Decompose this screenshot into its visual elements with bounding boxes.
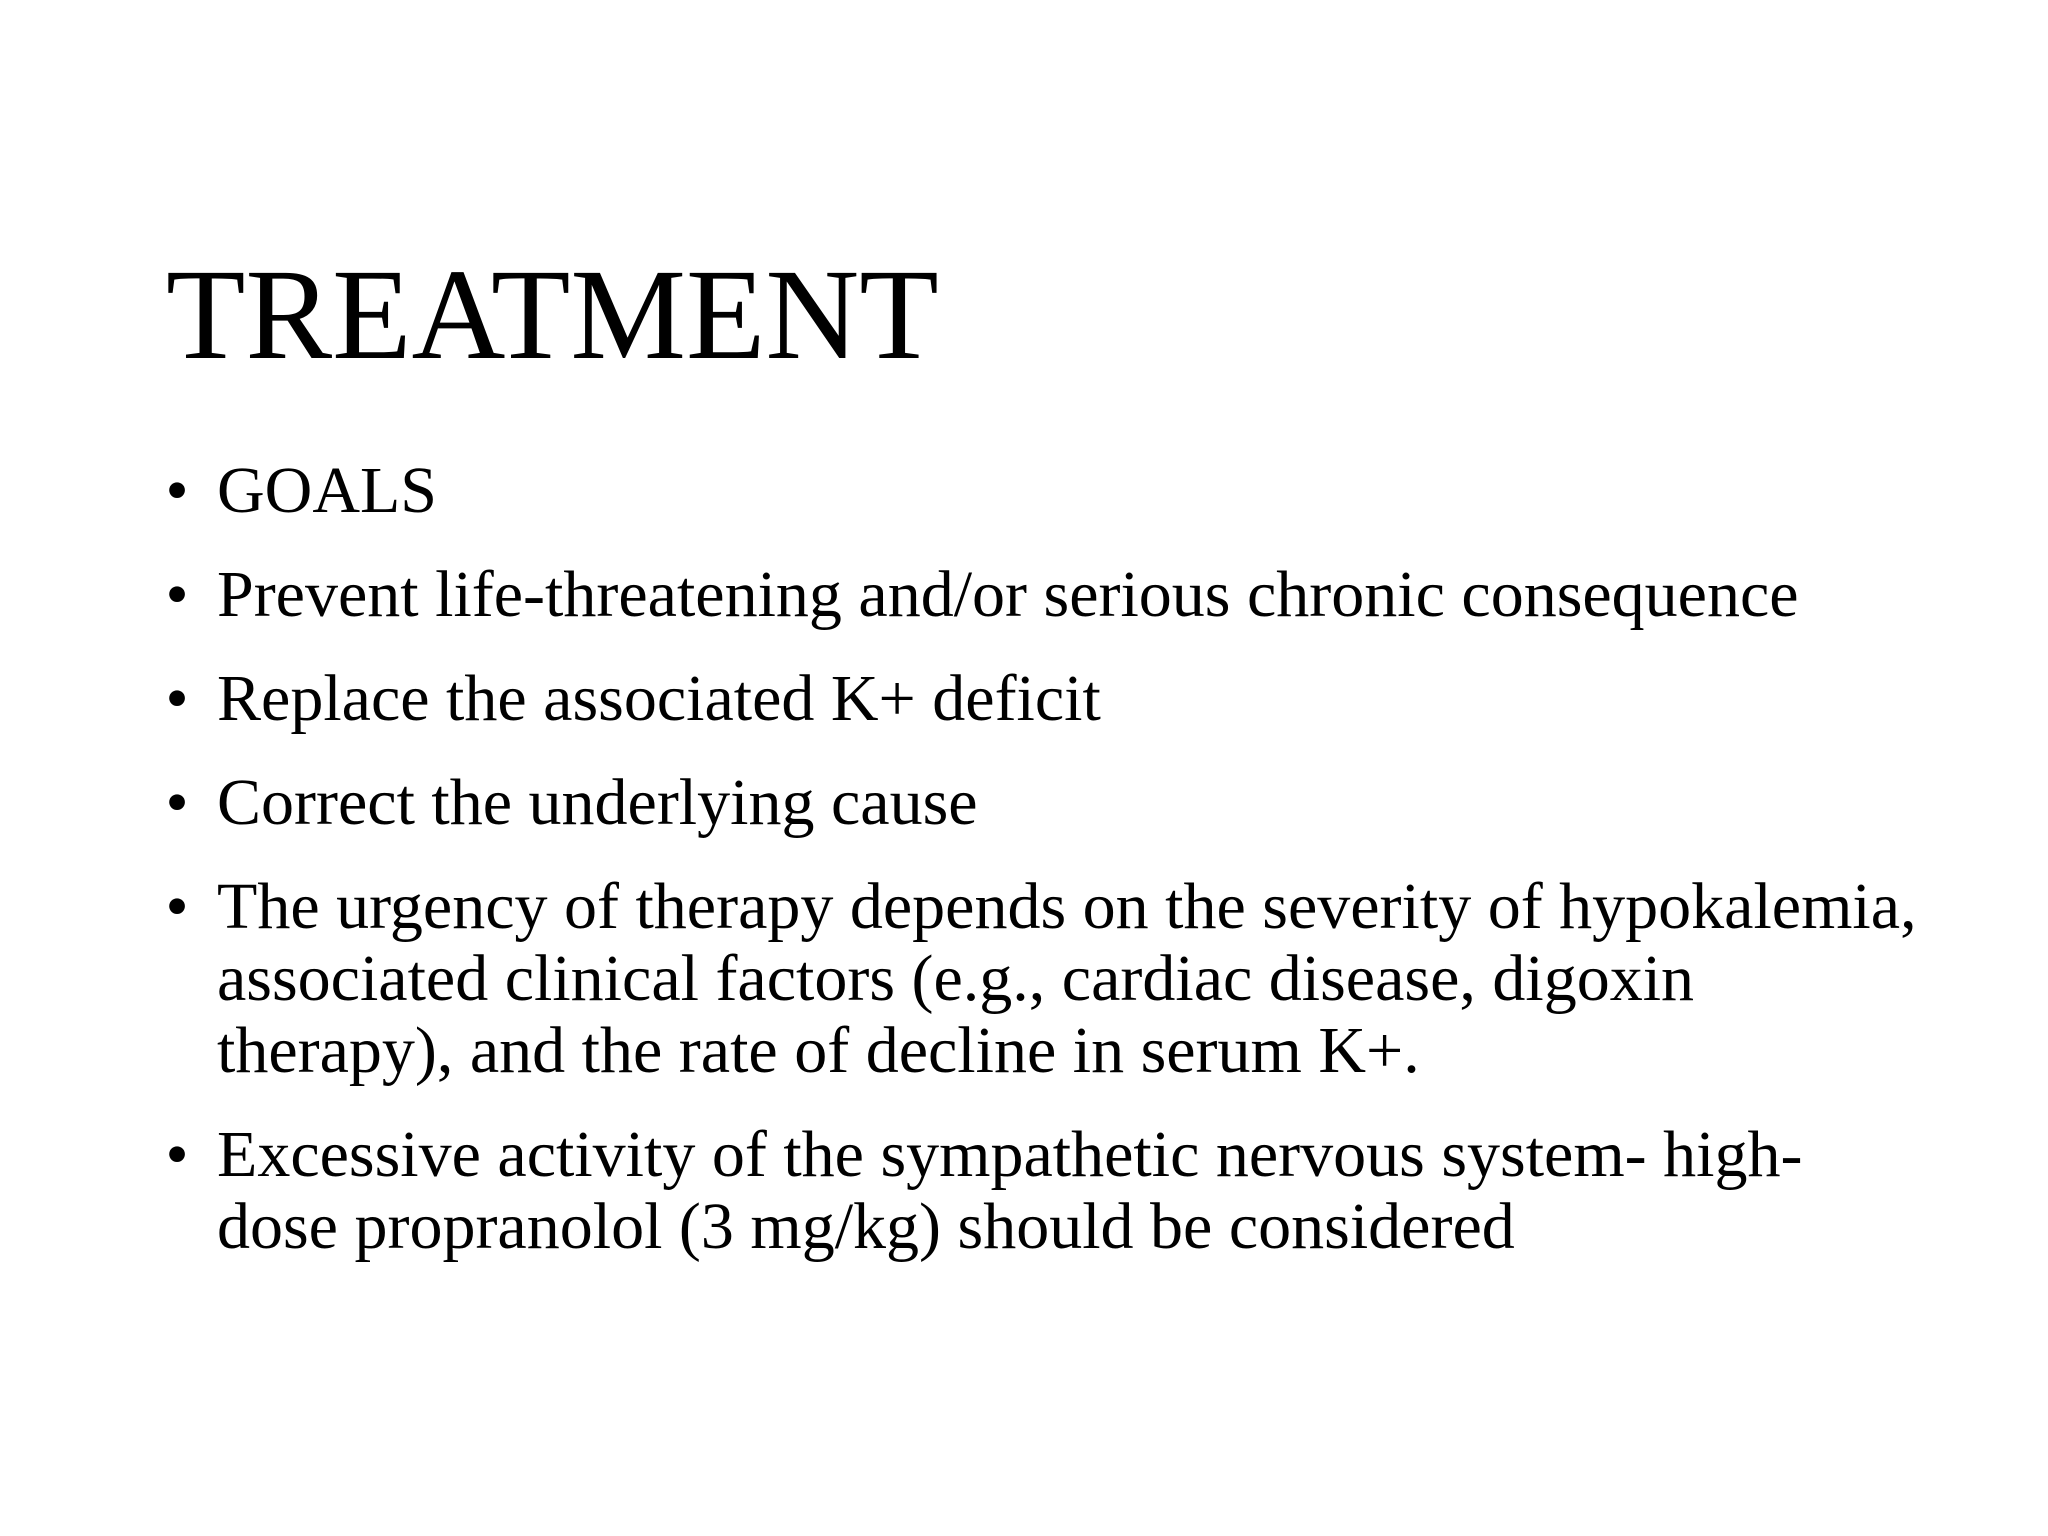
bullet-text: Correct the underlying cause — [217, 766, 978, 839]
bullet-text: Excessive activity of the sympathetic nervous system- high-dose propranolol (3 mg/kg) should be considered — [217, 1118, 1803, 1263]
bullet-text: The urgency of therapy depends on the severity of hypokalemia, associated clinical factors (e.g., cardiac disease, digoxin therapy), and the rate of decline in serum K+. — [217, 870, 1917, 1087]
bullet-dot-icon: • — [165, 870, 189, 943]
bullet-list — [162, 455, 1922, 1295]
bullet-dot-icon: • — [165, 454, 189, 527]
slide-title: TREATMENT — [166, 243, 939, 387]
bullet-item — [162, 1119, 1922, 1263]
bullet-dot-icon: • — [165, 558, 189, 631]
bullet-dot-icon: • — [165, 662, 189, 735]
bullet-dot-icon: • — [165, 1118, 189, 1191]
bullet-item — [162, 559, 1922, 631]
bullet-item — [162, 871, 1922, 1087]
bullet-item — [162, 455, 1922, 527]
bullet-text: Prevent life-threatening and/or serious chronic consequence — [217, 558, 1799, 631]
bullet-dot-icon: • — [165, 766, 189, 839]
bullet-item — [162, 663, 1922, 735]
bullet-text: Replace the associated K+ deficit — [217, 662, 1101, 735]
bullet-text: GOALS — [217, 454, 438, 527]
bullet-item — [162, 767, 1922, 839]
